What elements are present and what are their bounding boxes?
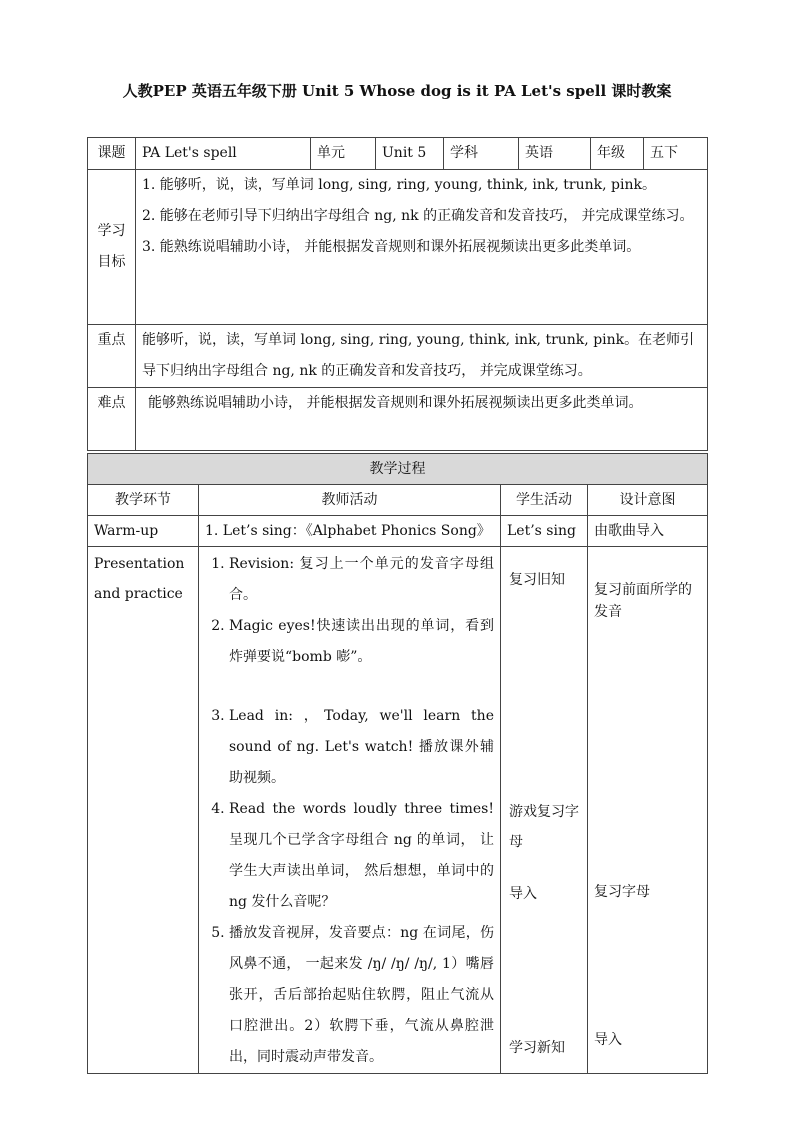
presentation-intent [588,547,708,1074]
column-header: 教学环节 [88,485,199,516]
column-header: 设计意图 [588,485,708,516]
objective-item: 3. 能熟练说唱辅助小诗， 并能根据发音规则和课外拓展视频读出更多此类单词。 [142,239,641,255]
presentation-student-activity [501,547,588,1074]
process-title: 教学过程 [88,454,708,485]
difficulties-content: 能够熟练说唱辅助小诗， 并能根据发音规则和课外拓展视频读出更多此类单词。 [136,388,708,451]
objective-item: 1. 能够听，说，读，写单词 long, sing, ring, young, think, ink, trunk, pink。 [142,177,656,193]
student-activity-item: 复习旧知 [509,572,565,588]
teacher-step: 4. Read the words loudly three times! 呈现几个已学含字母组合 ng 的单词， 让学生大声读出单词， 然后想想，单词中的 ng 发什么音呢？ [229,794,494,918]
difficulties-row [88,388,708,451]
unit-value: Unit 5 [376,138,444,170]
key-points-row [88,325,708,388]
unit-label: 单元 [311,138,376,170]
key-points-label: 重点 [88,325,136,388]
warmup-row [88,516,708,547]
warmup-teacher-activity: 1. Let’s sing：《Alphabet Phonics Song》 [199,516,501,547]
student-activity-item: 游戏复习字母 [509,804,579,850]
process-title-row [88,454,708,485]
subject-label: 课题 [88,138,136,170]
warmup-student-activity: Let’s sing [501,516,588,547]
intent-item: 复习前面所学的发音 [594,582,692,620]
teacher-step: 1. Revision: 复习上一个单元的发音字母组合。 [229,549,494,611]
presentation-teacher-activity [199,547,501,1074]
difficulties-label: 难点 [88,388,136,451]
presentation-row [88,547,708,1074]
column-header: 学生活动 [501,485,588,516]
objectives-label: 学习目标 [88,170,136,325]
student-activity-item: 学习新知 [509,1040,565,1056]
discipline-label: 学科 [444,138,519,170]
column-header: 教师活动 [199,485,501,516]
discipline-value: 英语 [519,138,591,170]
intent-item: 复习字母 [594,884,650,900]
subject-value: PA Let's spell [136,138,311,170]
info-row [88,138,708,170]
teaching-process-table [87,453,708,1074]
teacher-step: 2. Magic eyes!快速读出出现的单词，看到炸弹要说“bomb 嘭”。 [229,611,494,673]
objective-item: 2. 能够在老师引导下归纳出字母组合 ng, nk 的正确发音和发音技巧， 并完成课堂练习。 [142,208,694,224]
grade-value: 五下 [644,138,708,170]
intent-item: 导入 [594,1032,622,1048]
presentation-stage: Presentation and practice [88,547,199,1074]
process-header-row [88,485,708,516]
grade-label: 年级 [591,138,644,170]
lesson-info-table [87,137,708,451]
objectives-row [88,170,708,325]
student-activity-item: 导入 [509,886,537,902]
warmup-stage: Warm-up [88,516,199,547]
teacher-step: 3. Lead in: ，Today, we'll learn the sound of ng. Let's watch! 播放课外辅助视频。 [229,701,494,794]
document-title: 人教PEP 英语五年级下册 Unit 5 Whose dog is it PA Let's spell 课时教案 [122,82,672,100]
teacher-step: 5. 播放发音视屏，发音要点：ng 在词尾，伤风鼻不通， 一起来发 /ŋ/ /ŋ/ /ŋ/, 1）嘴唇张开，舌后部抬起贴住软腭，阻止气流从口腔泄出。2）软腭下垂，气流从鼻腔泄出，同时震动声带发音。 [229,918,494,1073]
key-points-content: 能够听，说，读，写单词 long, sing, ring, young, think, ink, trunk, pink。在老师引导下归纳出字母组合 ng, nk 的正确发音和发音技巧， 并完成课堂练习。 [136,325,708,388]
warmup-intent: 由歌曲导入 [588,516,708,547]
objectives-content [136,170,708,325]
